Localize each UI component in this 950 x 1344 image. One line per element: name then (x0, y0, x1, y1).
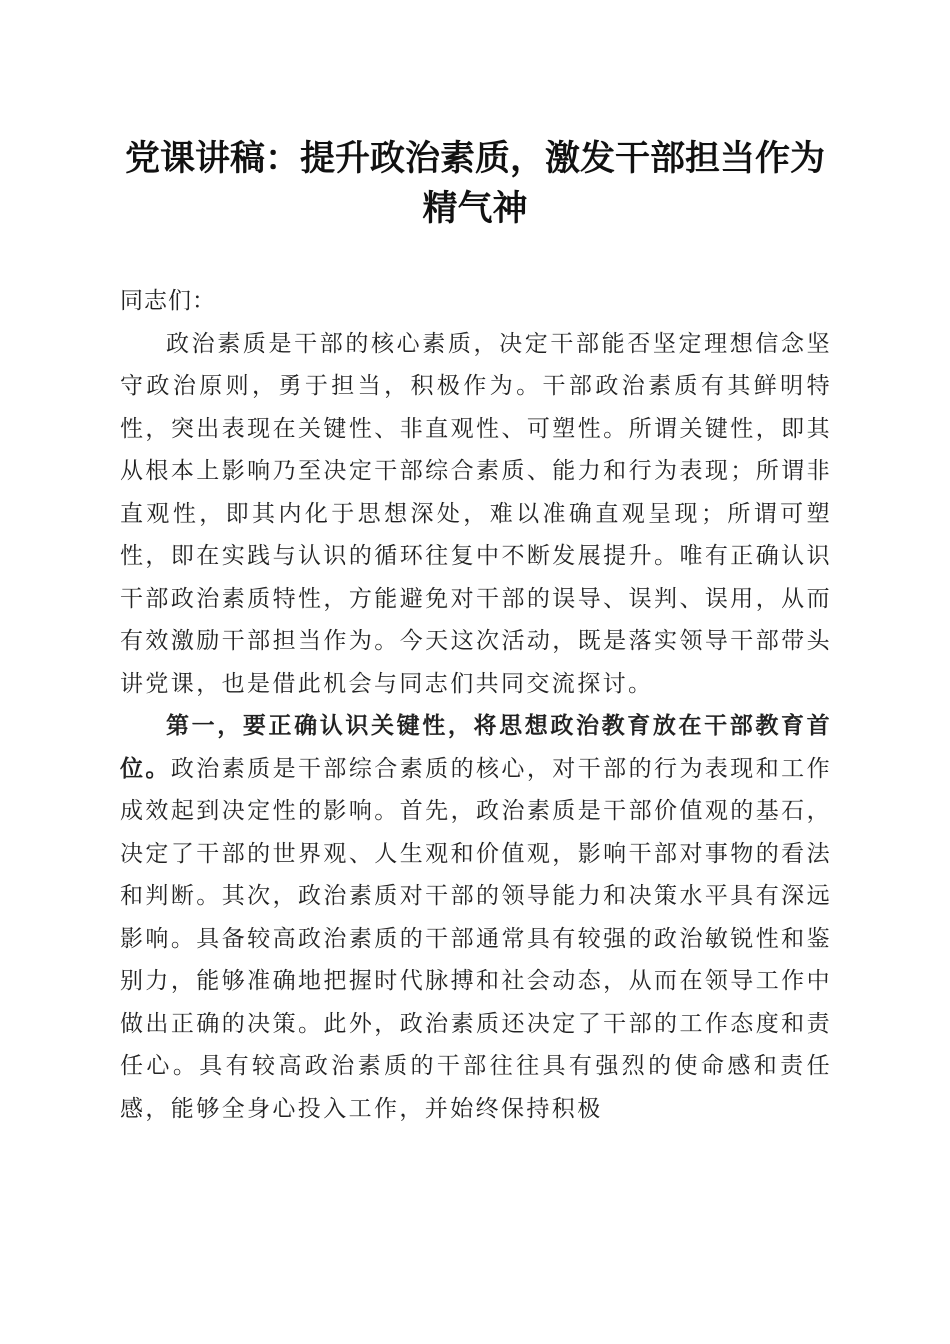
paragraph-1: 政治素质是干部的核心素质，决定干部能否坚定理想信念坚守政治原则，勇于担当，积极作为。干部政治素质有其鲜明特性，突出表现在关键性、非直观性、可塑性。所谓关键性，即其从根本上影响乃至决定干部综合素质、能力和行为表现；所谓非直观性，即其内化于思想深处，难以准确直观呈现；所谓可塑性，即在实践与认识的循环往复中不断发展提升。唯有正确认识干部政治素质特性，方能避免对干部的误导、误判、误用，从而有效激励干部担当作为。今天这次活动，既是落实领导干部带头讲党课，也是借此机会与同志们共同交流探讨。 (120, 330, 832, 697)
document-title (100, 134, 850, 234)
paragraph-2 (120, 705, 832, 1130)
title-line-2: 精气神 (422, 188, 528, 229)
paragraph-2-lead: 第一，要正确认识关键性，将思想政治教育放在干部教育首位。 (120, 712, 832, 782)
greeting: 同志们： (120, 288, 216, 314)
title-line-1: 党课讲稿：提升政治素质，激发干部担当作为 (124, 138, 825, 179)
document-body (120, 280, 832, 1130)
paragraph-2-body: 政治素质是干部综合素质的核心，对干部的行为表现和工作成效起到决定性的影响。首先，政治素质是干部价值观的基石，决定了干部的世界观、人生观和价值观，影响干部对事物的看法和判断。其次，政治素质对干部的领导能力和决策水平具有深远影响。具备较高政治素质的干部通常具有较强的政治敏锐性和鉴别力，能够准确地把握时代脉搏和社会动态，从而在领导工作中做出正确的决策。此外，政治素质还决定了干部的工作态度和责任心。具有较高政治素质的干部往往具有强烈的使命感和责任感，能够全身心投入工作，并始终保持积极 (120, 755, 832, 1122)
